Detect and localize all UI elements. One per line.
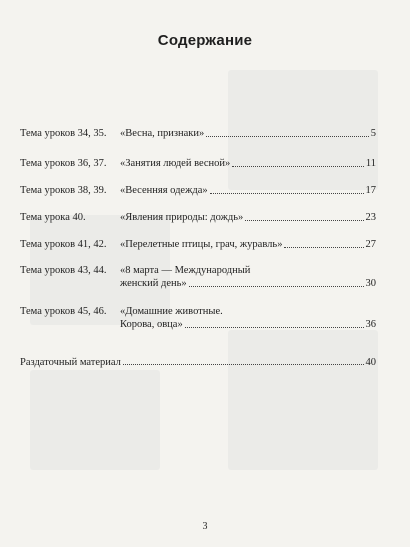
toc-entry-description xyxy=(120,264,376,290)
toc-entry-page: 40 xyxy=(365,357,376,368)
dot-leader xyxy=(284,247,363,248)
toc-entry-label: Тема уроков 45, 46. xyxy=(20,306,107,317)
toc-entry-label: Тема уроков 36, 37. xyxy=(20,158,107,169)
toc-entry-title: Раздаточный материал xyxy=(20,357,121,368)
toc-entry-title-line: Корова, овца» xyxy=(120,319,183,330)
toc-entry-row xyxy=(120,184,376,197)
toc-entry-description xyxy=(120,157,376,170)
dot-leader xyxy=(185,327,364,328)
toc-entry-handout xyxy=(20,357,376,368)
toc-entry-label: Тема уроков 43, 44. xyxy=(20,265,107,276)
toc-entry-row xyxy=(120,211,376,224)
toc-entry-page: 27 xyxy=(365,239,376,250)
page-number: 3 xyxy=(202,521,208,532)
dot-leader xyxy=(123,364,364,365)
toc-entry-title-line: «Весенняя одежда» xyxy=(120,185,208,196)
toc-entry-title-line: женский день» xyxy=(120,278,187,289)
toc-entry-row xyxy=(120,318,376,331)
toc-entry-label: Тема уроков 34, 35. xyxy=(20,128,107,139)
toc-entry-row xyxy=(120,238,376,251)
page-title: Содержание xyxy=(157,32,253,49)
toc-entry-page: 36 xyxy=(365,319,376,330)
dot-leader xyxy=(206,136,368,137)
toc-entry-title-line: «Явления природы: дождь» xyxy=(120,212,244,223)
bleed-through-picture xyxy=(30,370,160,470)
toc-entry-title-line: «Перелетные птицы, грач, журавль» xyxy=(120,239,283,250)
toc-entry-row xyxy=(120,127,376,140)
bleed-through-picture xyxy=(228,330,378,470)
toc-entry-title-line: «Весна, признаки» xyxy=(120,128,205,139)
toc-entry-title-line: «Домашние животные. xyxy=(120,306,223,317)
toc-entry-title-line: «8 марта — Международный xyxy=(120,265,251,276)
toc-entry-description xyxy=(120,211,376,224)
toc-entry-label: Тема уроков 38, 39. xyxy=(20,185,107,196)
toc-entry-page: 11 xyxy=(365,158,376,169)
toc-entry-title-line: «Занятия людей весной» xyxy=(120,158,231,169)
dot-leader xyxy=(232,166,364,167)
toc-entry-description xyxy=(120,238,376,251)
toc-entry-page: 5 xyxy=(370,128,376,139)
toc-entry-description xyxy=(120,127,376,140)
toc-entry-page: 17 xyxy=(365,185,376,196)
toc-entry-page: 30 xyxy=(365,278,376,289)
dot-leader xyxy=(245,220,363,221)
toc-entry-row xyxy=(120,157,376,170)
toc-entry-page: 23 xyxy=(365,212,376,223)
toc-entry-description xyxy=(120,184,376,197)
toc-entry-label: Тема уроков 41, 42. xyxy=(20,239,107,250)
toc-entry-row xyxy=(120,277,376,290)
toc-entry-description xyxy=(120,305,376,331)
dot-leader xyxy=(189,286,364,287)
toc-entry-label: Тема урока 40. xyxy=(20,212,86,223)
dot-leader xyxy=(210,193,364,194)
